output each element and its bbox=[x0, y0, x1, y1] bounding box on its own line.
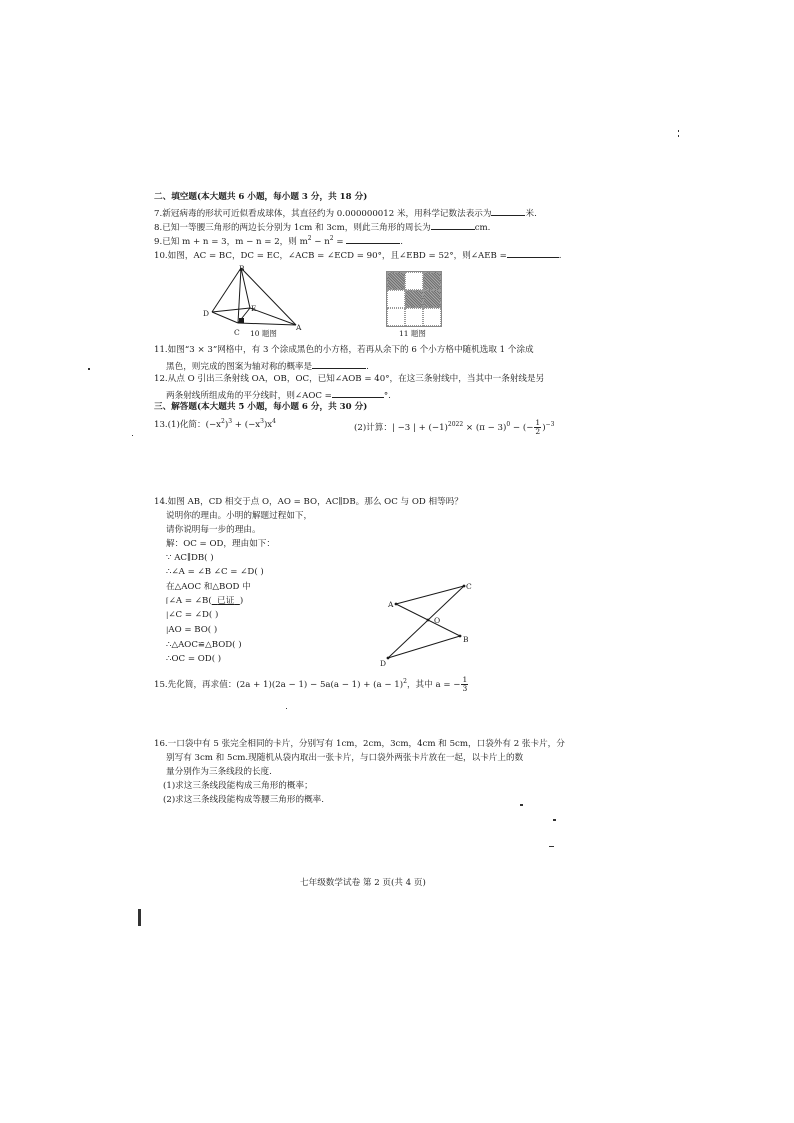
question-9-end: . bbox=[400, 237, 404, 247]
point-a bbox=[395, 603, 398, 606]
question-14-line-12: ∴OC = OD( ) bbox=[166, 654, 222, 664]
question-13-part-2 bbox=[354, 419, 554, 436]
question-7-text: 7.新冠病毒的形状可近似看成球体，其直径约为 0.000000012 米，用科学记数法表示为 bbox=[154, 209, 492, 219]
question-14-line-2: 说明你的理由。小明的解题过程如下， bbox=[166, 511, 313, 521]
grid-cell-6 bbox=[423, 290, 441, 308]
question-14-line-9: |∠C = ∠D( ) bbox=[166, 610, 219, 620]
q13b-exp3: −3 bbox=[545, 421, 555, 428]
segment-de bbox=[212, 308, 250, 312]
question-14-line-4: 解：OC = OD，理由如下： bbox=[166, 539, 275, 549]
grid-cell-2 bbox=[405, 272, 423, 290]
scan-speck bbox=[286, 708, 287, 709]
fig10-label-d: D bbox=[203, 309, 210, 318]
question-11-line-1: 11.如图“3 × 3”网格中，有 3 个涂成黑色的小方格，若再从余下的 6 个小方格中随机选取 1 个涂成 bbox=[154, 345, 534, 355]
fig10-label-c: C bbox=[234, 328, 240, 337]
fig14-label-o: O bbox=[434, 616, 441, 625]
q13a-mid: ) bbox=[224, 420, 229, 430]
q14-line8-a: ∠A = ∠B( bbox=[168, 596, 212, 606]
q15-mid: ，其中 a = − bbox=[406, 680, 461, 690]
q14-line8-proved: 已证 bbox=[217, 596, 235, 606]
right-angle-mark bbox=[239, 318, 244, 323]
point-d bbox=[387, 657, 390, 660]
grid-cell-3 bbox=[423, 272, 441, 290]
question-8-blank bbox=[431, 219, 475, 230]
fig14-label-a: A bbox=[388, 600, 394, 609]
question-15: 15.先化简，再求值：$(2a + 1)(2a - 1) - 5a(a - 1) + (a - 1)^2$，其中 a = − $\frac{1}{3}$ bbox=[154, 675, 468, 693]
figure-11-caption: 11 题图 bbox=[399, 329, 426, 338]
grid-cell-1 bbox=[387, 272, 405, 290]
question-12-text: 两条射线所组成角的平分线时，则∠AOC = bbox=[166, 391, 332, 401]
question-9: 9.已知 m + n = 3，m − n = 2，则 $m^2 - n^2$ = . bbox=[154, 235, 404, 247]
segment-db bbox=[388, 636, 460, 658]
scan-speck bbox=[132, 435, 133, 436]
question-11-blank bbox=[312, 358, 366, 369]
question-8-text: 8.已知一等腰三角形的两边长分别为 1cm 和 3cm，则此三角形的周长为 bbox=[154, 223, 431, 233]
q13a-label: 13.(1)化简：(−x bbox=[154, 420, 222, 430]
question-14-line-3: 请你说明每一步的理由。 bbox=[166, 525, 261, 535]
q13a-mid2: + (−x bbox=[232, 420, 261, 430]
q13b-mid2: − (− bbox=[510, 423, 534, 433]
point-b bbox=[459, 635, 462, 638]
question-16-line-5: (2)求这三条线段能构成等腰三角形的概率. bbox=[163, 795, 324, 805]
question-10-text: 10.如图，AC = BC，DC = EC，∠ACB = ∠ECD = 90°，且∠EBD = 52°，则∠AEB = bbox=[154, 251, 507, 261]
question-14-line-10: |AO = BO( ) bbox=[166, 625, 218, 635]
segment-ea bbox=[250, 308, 296, 325]
question-9-blank bbox=[346, 233, 400, 244]
question-12-end: °. bbox=[383, 391, 391, 401]
question-14-line-7: 在△AOC 和△BOD 中 bbox=[166, 582, 251, 592]
question-11-line-2 bbox=[166, 358, 369, 374]
question-9-text: 9.已知 m + n = 3，m − n = 2，则 m bbox=[154, 237, 308, 247]
section-2-heading: 二、填空题(本大题共 6 小题，每小题 3 分，共 18 分) bbox=[154, 192, 368, 202]
question-16-line-1: 16.一口袋中有 5 张完全相同的卡片，分别写有 1cm，2cm，3cm，4cm 和 5cm，口袋外有 2 张卡片，分 bbox=[154, 739, 565, 749]
question-14-line-6: ∴∠A = ∠B ∠C = ∠D( ) bbox=[166, 567, 264, 577]
scan-speck bbox=[678, 130, 679, 132]
question-12-blank bbox=[332, 387, 384, 398]
question-16-line-2: 别写有 3cm 和 5cm.现随机从袋内取出一张卡片，与口袋外两张卡片放在一起，以卡片上的数 bbox=[166, 753, 524, 763]
question-16-line-3: 量分别作为三条线段的长度. bbox=[166, 767, 272, 777]
figure-10-caption: 10 题图 bbox=[250, 329, 277, 338]
question-10 bbox=[154, 247, 562, 263]
q13b-label: (2)计算：| −3 | + (−1) bbox=[354, 423, 448, 433]
point-o bbox=[427, 619, 430, 622]
q13b-end: ) bbox=[542, 423, 546, 433]
figure-11-grid bbox=[386, 271, 442, 327]
grid-cell-7 bbox=[387, 308, 405, 326]
q15-text: 15.先化简，再求值：(2a + 1)(2a − 1) − 5a(a − 1) + (a − 1) bbox=[154, 680, 404, 690]
fig14-label-d: D bbox=[380, 659, 387, 668]
question-7-blank bbox=[491, 205, 525, 216]
question-12-line-1: 12.从点 O 引出三条射线 OA，OB，OC，已知∠AOB = 40°，在这三条射线中，当其中一条射线是另 bbox=[154, 374, 545, 384]
segment-cd bbox=[388, 586, 464, 658]
question-10-blank bbox=[507, 247, 559, 258]
question-14-line-5: ∵ AC∥DB( ) bbox=[166, 553, 214, 563]
q13b-mid: × (π − 3) bbox=[463, 423, 507, 433]
question-8-unit: cm. bbox=[474, 223, 491, 233]
question-14-line-1: 14.如图 AB，CD 相交于点 O，AO = BO，AC∥DB。那么 OC 与 OD 相等吗？ bbox=[154, 497, 463, 507]
question-7-unit: 米. bbox=[525, 209, 537, 219]
q15-fraction: $\frac{1}{3}$ bbox=[462, 675, 468, 693]
question-9-tail: = bbox=[333, 237, 347, 247]
page-footer: 七年级数学试卷 第 2 页(共 4 页) bbox=[300, 878, 426, 888]
segment-dc bbox=[212, 312, 238, 323]
question-11-end: . bbox=[366, 362, 369, 372]
segment-ca bbox=[238, 323, 296, 325]
section-3-heading: 三、解答题(本大题共 5 小题，每小题 6 分，共 30 分) bbox=[154, 402, 368, 412]
segment-bd bbox=[212, 268, 241, 312]
point-c bbox=[463, 585, 466, 588]
q13a-mid3: )x bbox=[263, 420, 273, 430]
question-11-text: 黑色，则完成的图案为轴对称的概率是 bbox=[166, 362, 313, 372]
scan-speck bbox=[678, 135, 679, 137]
grid-cell-9 bbox=[423, 308, 441, 326]
q14-line8-c: ) bbox=[239, 596, 244, 606]
question-16-line-4: (1)求这三条线段能构成三角形的概率； bbox=[163, 781, 313, 791]
scan-speck bbox=[549, 846, 554, 847]
segment-bc bbox=[238, 268, 241, 323]
scan-mark bbox=[138, 909, 141, 926]
grid-cell-8 bbox=[405, 308, 423, 326]
q13b-fraction: $\frac{1}{2}$ bbox=[535, 418, 541, 436]
question-10-end: . bbox=[558, 251, 562, 261]
q13b-exp0: 0 bbox=[506, 421, 511, 428]
question-14-line-8: ⌈∠A = ∠B( 已证 ) bbox=[166, 596, 244, 606]
grid-cell-4 bbox=[387, 290, 405, 308]
scan-speck bbox=[88, 368, 90, 370]
scan-speck bbox=[520, 804, 523, 806]
question-13-part-1: 13.(1)化简：$(-x^2)^3 + (-x^3)x^4$ bbox=[154, 418, 276, 430]
question-9-mid: − n bbox=[311, 237, 330, 247]
scan-speck bbox=[553, 819, 556, 821]
fig14-label-c: C bbox=[466, 582, 472, 591]
fig10-label-b: B bbox=[239, 264, 245, 273]
fig10-label-e: E bbox=[251, 304, 257, 313]
segment-ba bbox=[241, 268, 296, 325]
question-14-line-11: ∴△AOC≌△BOD( ) bbox=[166, 640, 242, 650]
figure-14-diagram bbox=[384, 580, 474, 666]
fig14-label-b: B bbox=[463, 635, 469, 644]
fig10-label-a: A bbox=[296, 323, 302, 332]
q13b-exp: 2022 bbox=[447, 421, 464, 428]
grid-cell-5 bbox=[405, 290, 423, 308]
